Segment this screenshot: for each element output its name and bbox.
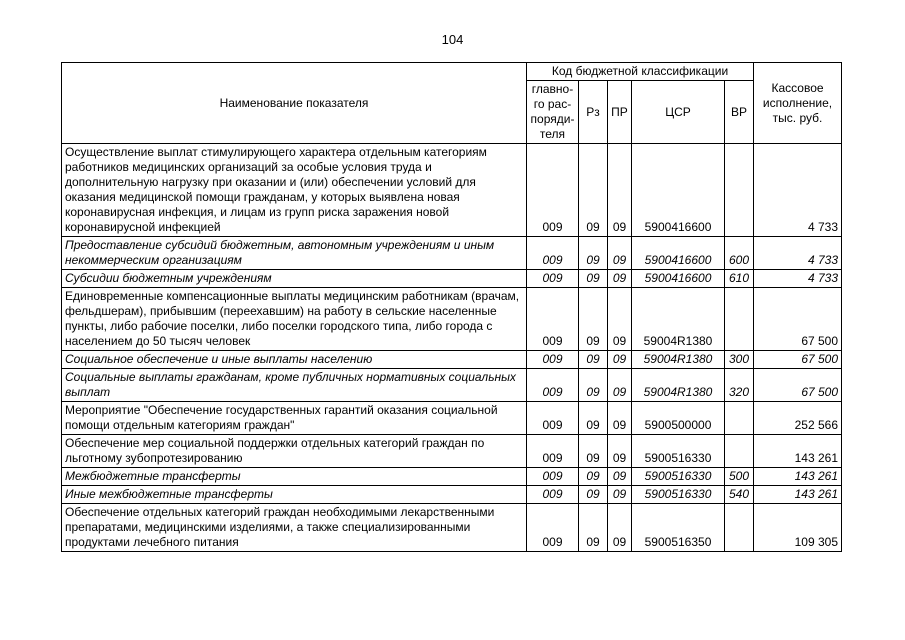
cell-glavny: 009 — [527, 435, 579, 468]
budget-table — [61, 62, 842, 552]
cell-csr: 5900516330 — [632, 486, 725, 504]
cell-vr — [725, 144, 754, 237]
cell-name: Обеспечение мер социальной поддержки отдельных категорий граждан по льготному зубопротезированию — [62, 435, 527, 468]
header-vr: ВР — [725, 81, 754, 144]
cell-vr: 610 — [725, 270, 754, 288]
cell-pr: 09 — [608, 369, 632, 402]
cell-glavny: 009 — [527, 351, 579, 369]
cell-csr: 5900416600 — [632, 237, 725, 270]
cell-csr: 5900416600 — [632, 270, 725, 288]
cell-amount: 109 305 — [754, 504, 842, 552]
cell-glavny: 009 — [527, 486, 579, 504]
cell-rz: 09 — [579, 237, 608, 270]
cell-amount: 4 733 — [754, 270, 842, 288]
cell-name: Обеспечение отдельных категорий граждан необходимыми лекарственными препаратами, медицинскими изделиями, а также специализированными продуктами лечебного питания — [62, 504, 527, 552]
cell-rz: 09 — [579, 369, 608, 402]
cell-csr: 5900500000 — [632, 402, 725, 435]
cell-rz: 09 — [579, 402, 608, 435]
header-amount: Кассовое исполнение, тыс. руб. — [754, 63, 842, 144]
cell-csr: 5900516330 — [632, 435, 725, 468]
header-name: Наименование показателя — [62, 63, 527, 144]
cell-csr: 5900416600 — [632, 144, 725, 237]
cell-rz: 09 — [579, 435, 608, 468]
cell-csr: 5900516330 — [632, 468, 725, 486]
cell-vr: 600 — [725, 237, 754, 270]
table-row — [62, 237, 842, 270]
header-rz: Рз — [579, 81, 608, 144]
cell-pr: 09 — [608, 144, 632, 237]
cell-glavny: 009 — [527, 237, 579, 270]
table-row — [62, 288, 842, 351]
cell-amount: 252 566 — [754, 402, 842, 435]
cell-pr: 09 — [608, 288, 632, 351]
cell-amount: 143 261 — [754, 435, 842, 468]
table-body — [62, 144, 842, 552]
cell-amount: 67 500 — [754, 288, 842, 351]
cell-pr: 09 — [608, 435, 632, 468]
cell-pr: 09 — [608, 270, 632, 288]
cell-glavny: 009 — [527, 402, 579, 435]
cell-name: Предоставление субсидий бюджетным, автономным учреждениям и иным некоммерческим организациям — [62, 237, 527, 270]
page-number: 104 — [441, 32, 464, 47]
cell-rz: 09 — [579, 351, 608, 369]
table-row — [62, 486, 842, 504]
cell-amount: 4 733 — [754, 237, 842, 270]
cell-rz: 09 — [579, 504, 608, 552]
cell-amount: 143 261 — [754, 486, 842, 504]
cell-csr: 59004R1380 — [632, 351, 725, 369]
cell-vr — [725, 402, 754, 435]
cell-name: Субсидии бюджетным учреждениям — [62, 270, 527, 288]
table-row — [62, 402, 842, 435]
cell-vr: 540 — [725, 486, 754, 504]
cell-csr: 59004R1380 — [632, 288, 725, 351]
cell-name: Социальное обеспечение и иные выплаты населению — [62, 351, 527, 369]
cell-pr: 09 — [608, 468, 632, 486]
cell-vr: 320 — [725, 369, 754, 402]
cell-glavny: 009 — [527, 144, 579, 237]
cell-pr: 09 — [608, 402, 632, 435]
cell-rz: 09 — [579, 270, 608, 288]
cell-glavny: 009 — [527, 288, 579, 351]
cell-amount: 4 733 — [754, 144, 842, 237]
cell-name: Единовременные компенсационные выплаты медицинским работникам (врачам, фельдшерам), прибывшим (переехавшим) на работу в сельские населенные пункты, либо рабочие поселки, либо поселки городского типа, либо города с населением до 50 тысяч человек — [62, 288, 527, 351]
cell-amount: 67 500 — [754, 369, 842, 402]
cell-glavny: 009 — [527, 504, 579, 552]
cell-vr: 300 — [725, 351, 754, 369]
cell-amount: 143 261 — [754, 468, 842, 486]
header-csr: ЦСР — [632, 81, 725, 144]
table-row — [62, 270, 842, 288]
cell-glavny: 009 — [527, 468, 579, 486]
header-code-group: Код бюджетной классификации — [527, 63, 754, 81]
cell-rz: 09 — [579, 288, 608, 351]
cell-csr: 59004R1380 — [632, 369, 725, 402]
header-glavny: главно-го рас-поряди-теля — [527, 81, 579, 144]
cell-vr — [725, 435, 754, 468]
cell-rz: 09 — [579, 486, 608, 504]
table-row — [62, 351, 842, 369]
cell-rz: 09 — [579, 144, 608, 237]
table-row — [62, 504, 842, 552]
table-header — [62, 63, 842, 144]
cell-name: Межбюджетные трансферты — [62, 468, 527, 486]
cell-pr: 09 — [608, 486, 632, 504]
cell-glavny: 009 — [527, 369, 579, 402]
cell-csr: 5900516350 — [632, 504, 725, 552]
cell-pr: 09 — [608, 504, 632, 552]
cell-name: Осуществление выплат стимулирующего характера отдельным категориям работников медицинских организаций за особые условия труда и дополнительную нагрузку при оказании и (или) обеспечении условий для оказания медицинской помощи гражданам, у которых выявлена новая коронавирусная инфекция, и лицам из групп риска заражения новой коронавирусной инфекцией — [62, 144, 527, 237]
cell-vr — [725, 288, 754, 351]
cell-vr: 500 — [725, 468, 754, 486]
cell-pr: 09 — [608, 351, 632, 369]
table-row — [62, 468, 842, 486]
cell-amount: 67 500 — [754, 351, 842, 369]
cell-rz: 09 — [579, 468, 608, 486]
table-row — [62, 144, 842, 237]
cell-vr — [725, 504, 754, 552]
table-row — [62, 369, 842, 402]
cell-name: Иные межбюджетные трансферты — [62, 486, 527, 504]
cell-name: Социальные выплаты гражданам, кроме публичных нормативных социальных выплат — [62, 369, 527, 402]
cell-name: Мероприятие "Обеспечение государственных гарантий оказания социальной помощи отдельным категориям граждан" — [62, 402, 527, 435]
header-pr: ПР — [608, 81, 632, 144]
table-row — [62, 435, 842, 468]
cell-glavny: 009 — [527, 270, 579, 288]
cell-pr: 09 — [608, 237, 632, 270]
